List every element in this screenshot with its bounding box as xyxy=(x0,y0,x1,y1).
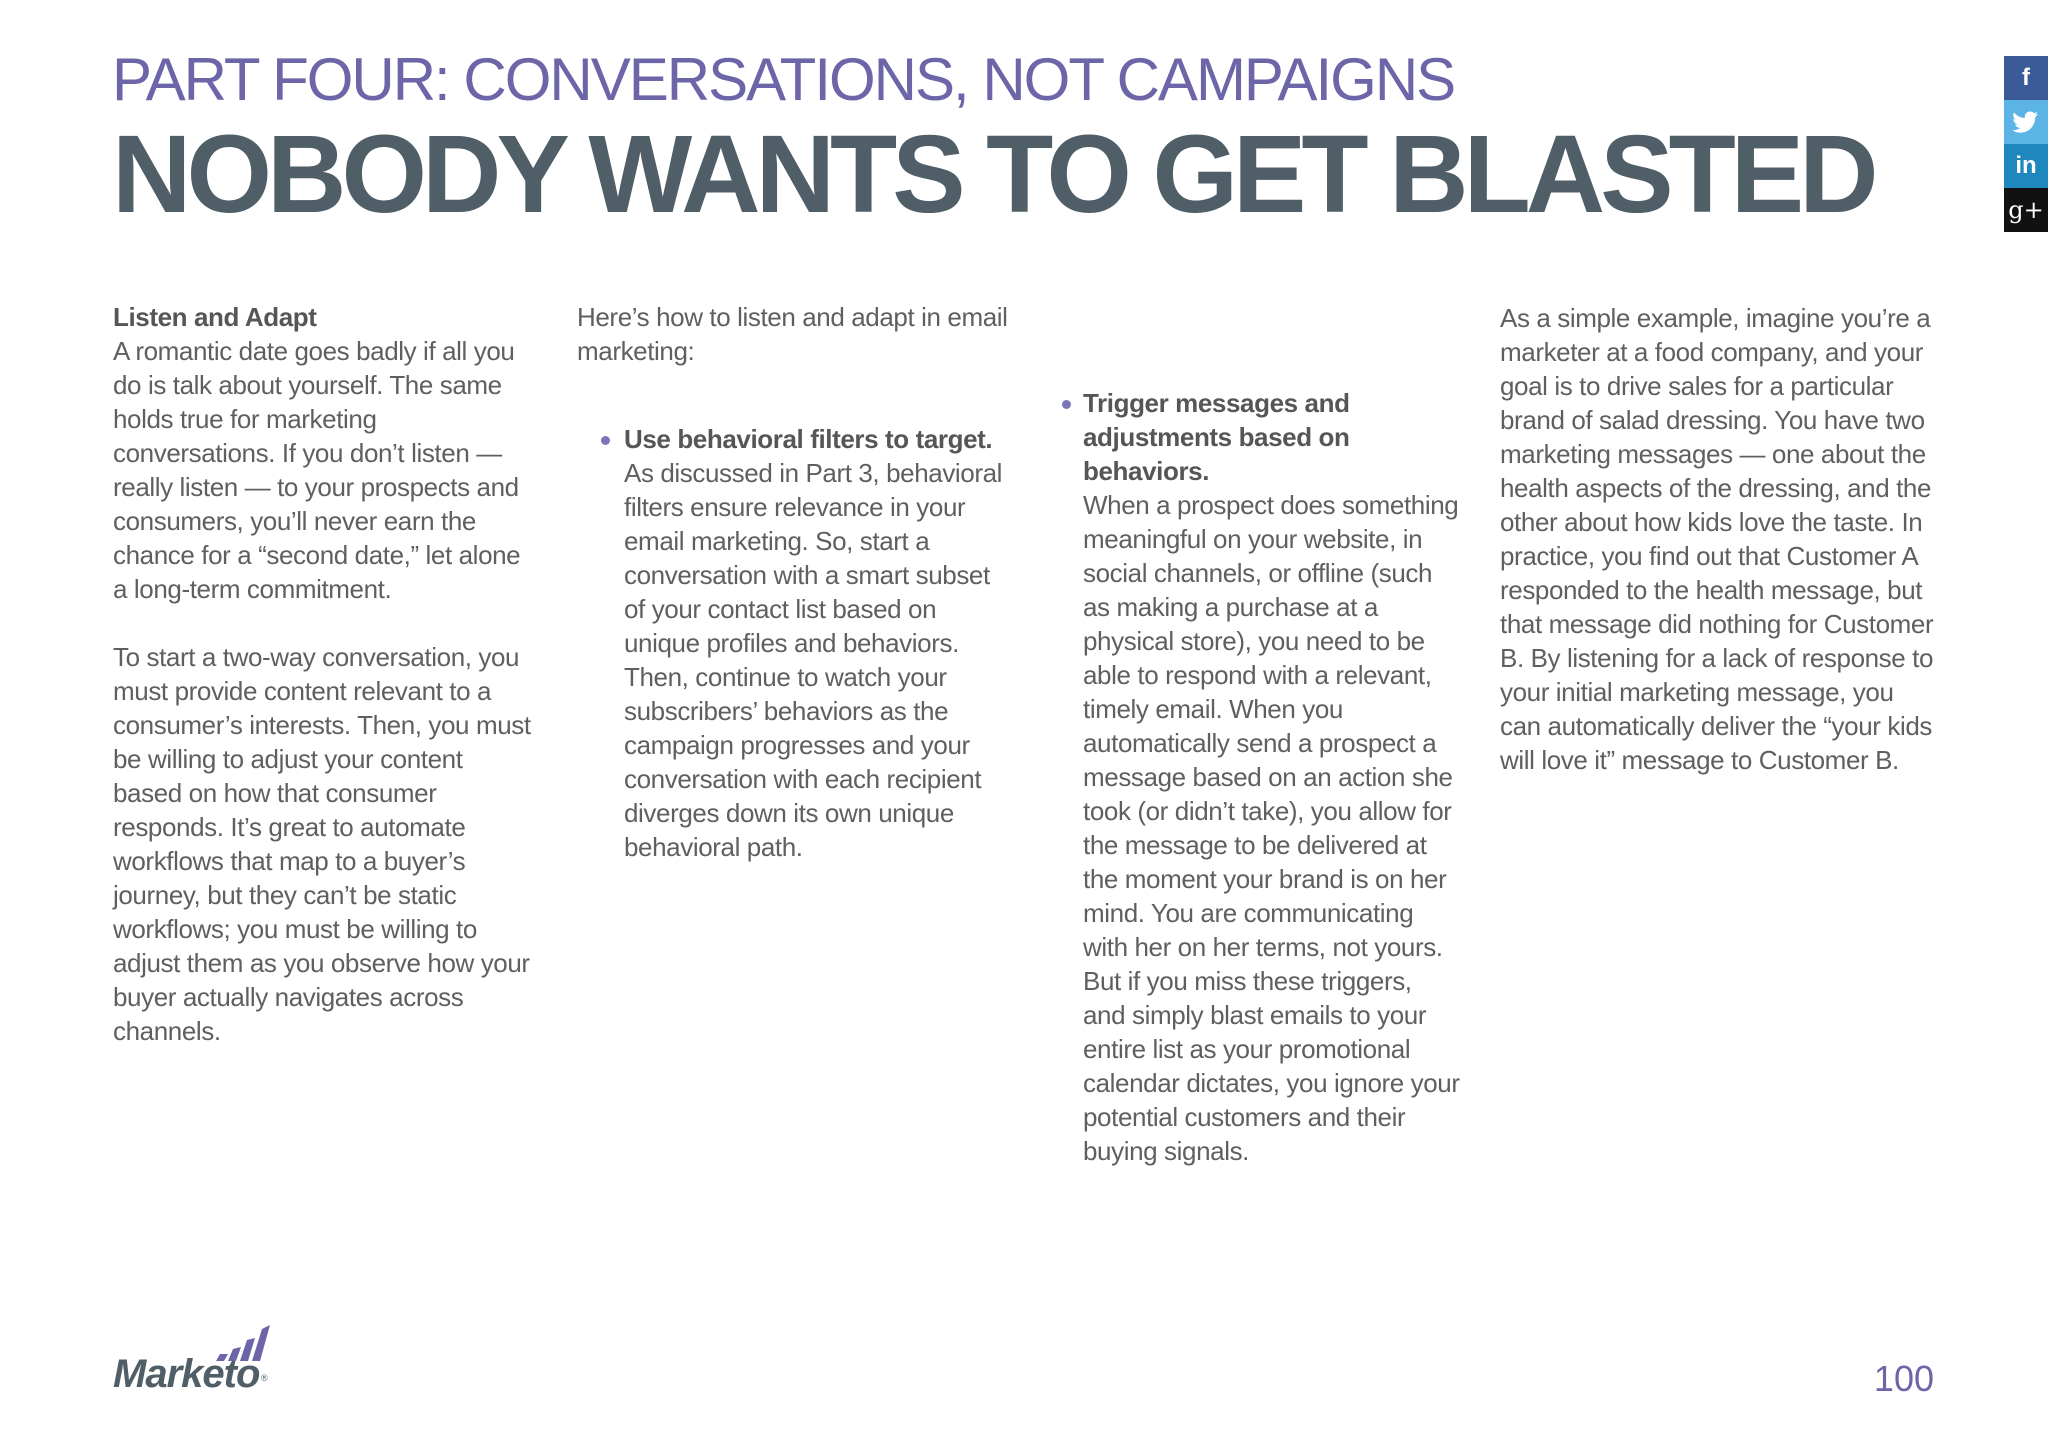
linkedin-icon[interactable] xyxy=(2004,144,2048,188)
bullet-title: Trigger messages and adjustments based on behaviors. xyxy=(1083,388,1350,486)
social-share-bar xyxy=(2004,56,2048,232)
bullet-dot xyxy=(1062,400,1071,409)
bullet-body: As discussed in Part 3, behavioral filters ensure relevance in your email marketing. So, start a conversation with a smart subset of your contact list based on unique profiles and behaviors. Then, continue to watch your subscribers’ behaviors as the campaign progresses and your conversation with each recipient diverges down its own unique behavioral path. xyxy=(624,458,1003,862)
column-4 xyxy=(1500,301,1940,777)
column-2-intro: Here’s how to listen and adapt in email marketing: xyxy=(577,302,1008,366)
bullet-dot xyxy=(601,436,610,445)
marketo-logo xyxy=(113,1325,283,1397)
logo-wordmark: Marketo xyxy=(113,1352,260,1396)
bullet-trigger-messages xyxy=(1040,386,1460,1168)
logo-registered-mark: ® xyxy=(261,1373,268,1383)
google-plus-icon[interactable] xyxy=(2004,188,2048,232)
subheading-listen-and-adapt: Listen and Adapt xyxy=(113,302,317,332)
linkedin-glyph: in xyxy=(2015,152,2037,179)
column-1 xyxy=(113,300,533,1048)
page-number: 100 xyxy=(1873,1358,1934,1399)
bullet-body: When a prospect does something meaningful on your website, in social channels, or offline (such as making a purchase at a physical store), you need to be able to respond with a relevant, timely email. When you automatically send a prospect a message based on an action she took (or didn’t take), you allow for the message to be delivered at the moment your brand is on her mind. You are communicating with her on her terms, not yours. But if you miss these triggers, and simply blast emails to your entire list as your promotional calendar dictates, you ignore your potential customers and their buying signals. xyxy=(1083,490,1460,1166)
column-2 xyxy=(577,300,1017,864)
google-plus-glyph: g+ xyxy=(2008,196,2044,224)
column-4-paragraph: As a simple example, imagine you’re a marketer at a food company, and your goal is to drive sales for a particular brand of salad dressing. You have two marketing messages — one about the health aspects of the dressing, and the other about how kids love the taste. In practice, you find out that Customer A responded to the health message, but that message did nothing for Customer B. By listening for a lack of response to your initial marketing message, you can automatically deliver the “your kids will love it” message to Customer B. xyxy=(1500,303,1934,775)
twitter-bird-glyph xyxy=(2013,111,2039,133)
bullet-behavioral-filters xyxy=(577,422,1017,864)
facebook-glyph: f xyxy=(2022,64,2030,91)
column-1-paragraph-1: A romantic date goes badly if all you do is talk about yourself. The same holds true for marketing conversations. If you don’t listen — really listen — to your prospects and consumers, you’ll never earn the chance for a “second date,” let alone a long-term commitment. xyxy=(113,336,521,604)
column-1-intro xyxy=(113,300,533,606)
section-kicker: PART FOUR: CONVERSATIONS, NOT CAMPAIGNS xyxy=(112,46,1455,113)
twitter-icon[interactable] xyxy=(2004,100,2048,144)
page-headline: NOBODY WANTS TO GET BLASTED xyxy=(112,113,1874,236)
facebook-icon[interactable] xyxy=(2004,56,2048,100)
column-1-paragraph-2: To start a two-way conversation, you must provide content relevant to a consumer’s interests. Then, you must be willing to adjust your content based on how that consumer responds. It’s great to automate workflows that map to a buyer’s journey, but they can’t be static workflows; you must be willing to adjust them as you observe how your buyer actually navigates across channels. xyxy=(113,642,531,1046)
column-3 xyxy=(1040,386,1460,1168)
bullet-title: Use behavioral filters to target. xyxy=(624,424,993,454)
